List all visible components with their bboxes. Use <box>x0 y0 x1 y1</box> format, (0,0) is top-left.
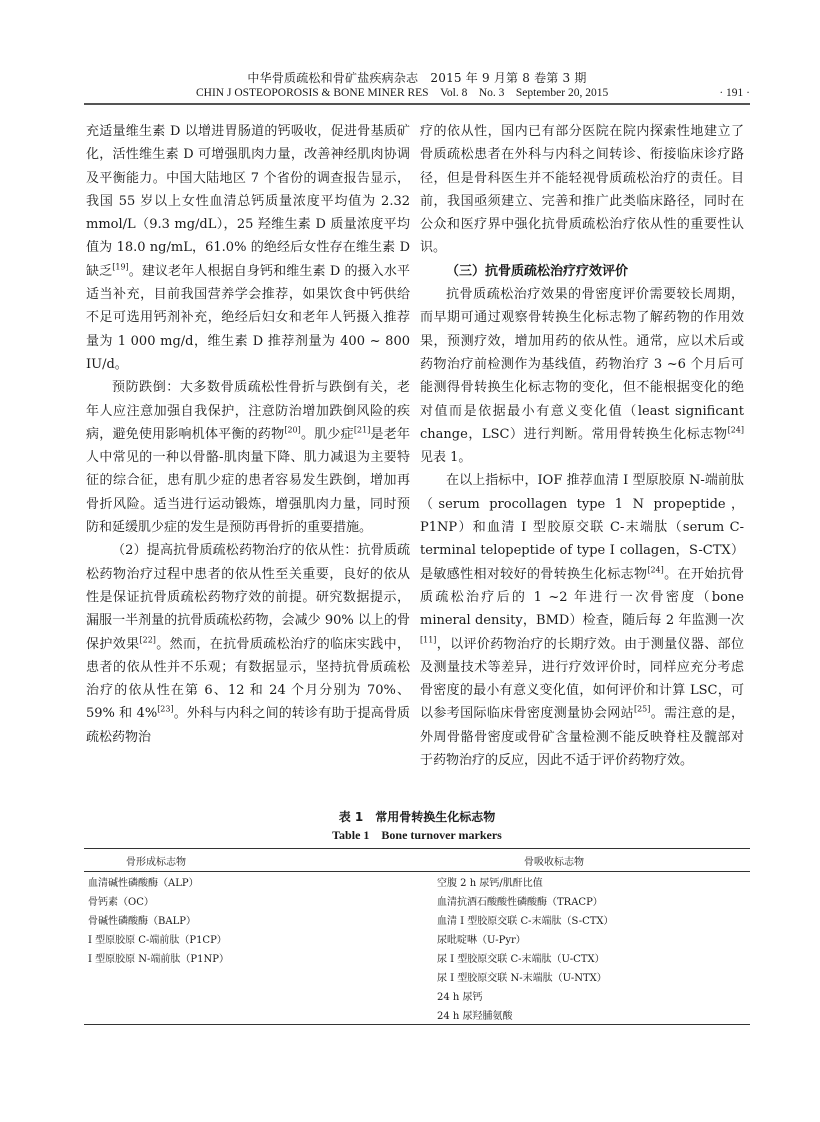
citation[interactable]: [20] <box>284 425 301 435</box>
citation[interactable]: [22] <box>139 635 156 645</box>
running-header <box>84 70 750 101</box>
paragraph: 疗的依从性，国内已有部分医院在院内探索性地建立了骨质疏松患者在外科与内科之间转诊、衔接临床诊疗路径，但是骨科医生并不能轻视骨质疏松治疗的责任。目前，我国亟须建立、完善和推广此类临床路径，同时在公众和医疗界中强化抗骨质疏松治疗依从性的重要性认识。 <box>420 124 744 256</box>
paragraph: 充适量维生素 D 以增进胃肠道的钙吸收，促进骨基质矿化，活性维生素 D 可增强肌肉力量，改善神经肌肉协调及平衡能力。中国大陆地区 7 个省份的调查报告显示，我国 55 岁以上女性血清总钙质量浓度平均值为 2.32 mmol/L（9.3 mg/dL），25 羟维生素 D 质量浓度平均值为 18.0 ng/mL，61.0% 的绝经后女性存在维生素 D 缺乏[19]。建议老年人根据自身钙和维生素 D 的摄入水平适当补充，目前我国营养学会推荐，如果饮食中钙供给不足可选用钙剂补充，绝经后妇女和老年人钙摄入推荐量为 1 000 mg/d，维生素 D 推荐剂量为 400 ~ 800 IU/d。 <box>86 124 410 372</box>
citation[interactable]: [19] <box>112 262 129 272</box>
bone-markers-table <box>84 848 750 1025</box>
page-number: · 191 · <box>719 87 750 99</box>
table-row: 血清碱性磷酸酶（ALP） 空腹 2 h 尿钙/肌酐比值 <box>88 878 543 889</box>
citation[interactable]: [25] <box>633 705 651 715</box>
table-row: 骨钙素（OC） 血清抗酒石酸酸性磷酸酶（TRACP） <box>88 897 603 908</box>
journal-title-en: CHIN J OSTEOPOROSIS & BONE MINER RES Vol. 8 No. 3 September 20, 2015 <box>196 87 609 99</box>
table-row: Ⅰ 型原胶原 C-端前肽（P1CP） 尿吡啶啉（U-Pyr） <box>88 935 526 946</box>
citation[interactable]: [11] <box>420 635 437 645</box>
table-row: 尿 Ⅰ 型胶原交联 N-末端肽（U-NTX） <box>437 973 607 984</box>
journal-title-cn: 中华骨质疏松和骨矿盐疾病杂志 2015 年 9 月第 8 卷第 3 期 <box>247 71 587 85</box>
paragraph-compliance: （2）提高抗骨质疏松药物治疗的依从性：抗骨质疏松药物治疗过程中患者的依从性至关重要，良好的依从性是保证抗骨质疏松药物疗效的前提。研究数据提示，漏服一半剂量的抗骨质疏松药物，会减少 90% 以上的骨保护效果[22]。然而，在抗骨质疏松治疗的临床实践中，患者的依从性并不乐观；有数据显示，坚持抗骨质疏松治疗的依从性在第 6、12 和 24 个月分别为 70%、59% 和 4%[23]。外科与内科之间的转诊有助于提高骨质疏松药物治 <box>86 543 410 745</box>
table-row: Ⅰ 型原胶原 N-端前肽（P1NP） 尿 Ⅰ 型胶原交联 C-末端肽（U-CTX） <box>88 954 605 965</box>
column-header-formation: 骨形成标志物 <box>126 856 186 868</box>
right-column <box>420 120 744 772</box>
citation[interactable]: [24] <box>727 425 744 435</box>
table-caption-en: Table 1 Bone turnover markers <box>332 828 502 842</box>
table-row: 24 h 尿羟脯氨酸 <box>84 1005 750 1025</box>
paragraph-markers: 在以上指标中，IOF 推荐血清 Ⅰ 型原胶原 N-端前肽（serum procollagen type 1 N propeptide，P1NP）和血清 Ⅰ 型胶原交联 C-末端肽（serum C-terminal telopeptide of type Ⅰ collagen，S-CTX）是敏感性相对较好的骨转换生化标志物[24]。在开始抗骨质疏松治疗后的 1 ~2 年进行一次骨密度（bone mineral density，BMD）检查，随后每 2 年监测一次[11]，以评价药物治疗的长期疗效。由于测量仪器、部位及测量技术等差异，进行疗效评价时，同样应充分考虑骨密度的最小有意义变化值，如何评价和计算 LSC，可以参考国际临床骨密度测量协会网站[25]。需注意的是，外周骨骼骨密度或骨矿含量检测不能反映脊柱及髋部对于药物治疗的反应，因此不适于评价药物疗效。 <box>420 473 744 769</box>
header-rule <box>84 103 750 105</box>
column-header-resorption: 骨吸收标志物 <box>524 856 584 868</box>
table-row: 24 h 尿钙 <box>437 992 483 1003</box>
paragraph-fall-prevention: 预防跌倒：大多数骨质疏松性骨折与跌倒有关，老年人应注意加强自我保护，注意防治增加跌倒风险的疾病，避免使用影响机体平衡的药物[20]。肌少症[21]是老年人中常见的一种以骨骼-肌肉量下降、肌力减退为主要特征的综合征，患有肌少症的患者容易发生跌倒，增加再骨折风险。适当进行运动锻炼，增强肌肉力量，同时预防和延缓肌少症的发生是预防再骨折的重要措施。 <box>86 380 410 536</box>
table-1 <box>84 808 750 1025</box>
citation[interactable]: [21] <box>353 425 371 435</box>
citation[interactable]: [23] <box>157 705 174 715</box>
table-row: 骨碱性磷酸酶（BALP） 血清 Ⅰ 型胶原交联 C-末端肽（S-CTX） <box>88 916 614 927</box>
table-caption-cn: 表 1 常用骨转换生化标志物 <box>338 810 496 824</box>
journal-title-en-row <box>84 86 750 101</box>
left-column <box>86 120 410 749</box>
section-heading: （三）抗骨质疏松治疗疗效评价 <box>446 263 629 279</box>
paragraph-efficacy: 抗骨质疏松治疗效果的骨密度评价需要较长周期，而早期可通过观察骨转换生化标志物了解药物的作用效果，预测疗效，增加用药的依从性。通常，应以术后或药物治疗前检测作为基线值，药物治疗 3 ~6 个月后可能测得骨转换生化标志物的变化，但不能根据变化的绝对值而是依据最小有意义变化值（least significant change，LSC）进行判断。常用骨转换生化标志物[24]见表 1。 <box>420 287 744 466</box>
table-header-row <box>84 849 750 872</box>
citation[interactable]: [24] <box>647 565 664 575</box>
